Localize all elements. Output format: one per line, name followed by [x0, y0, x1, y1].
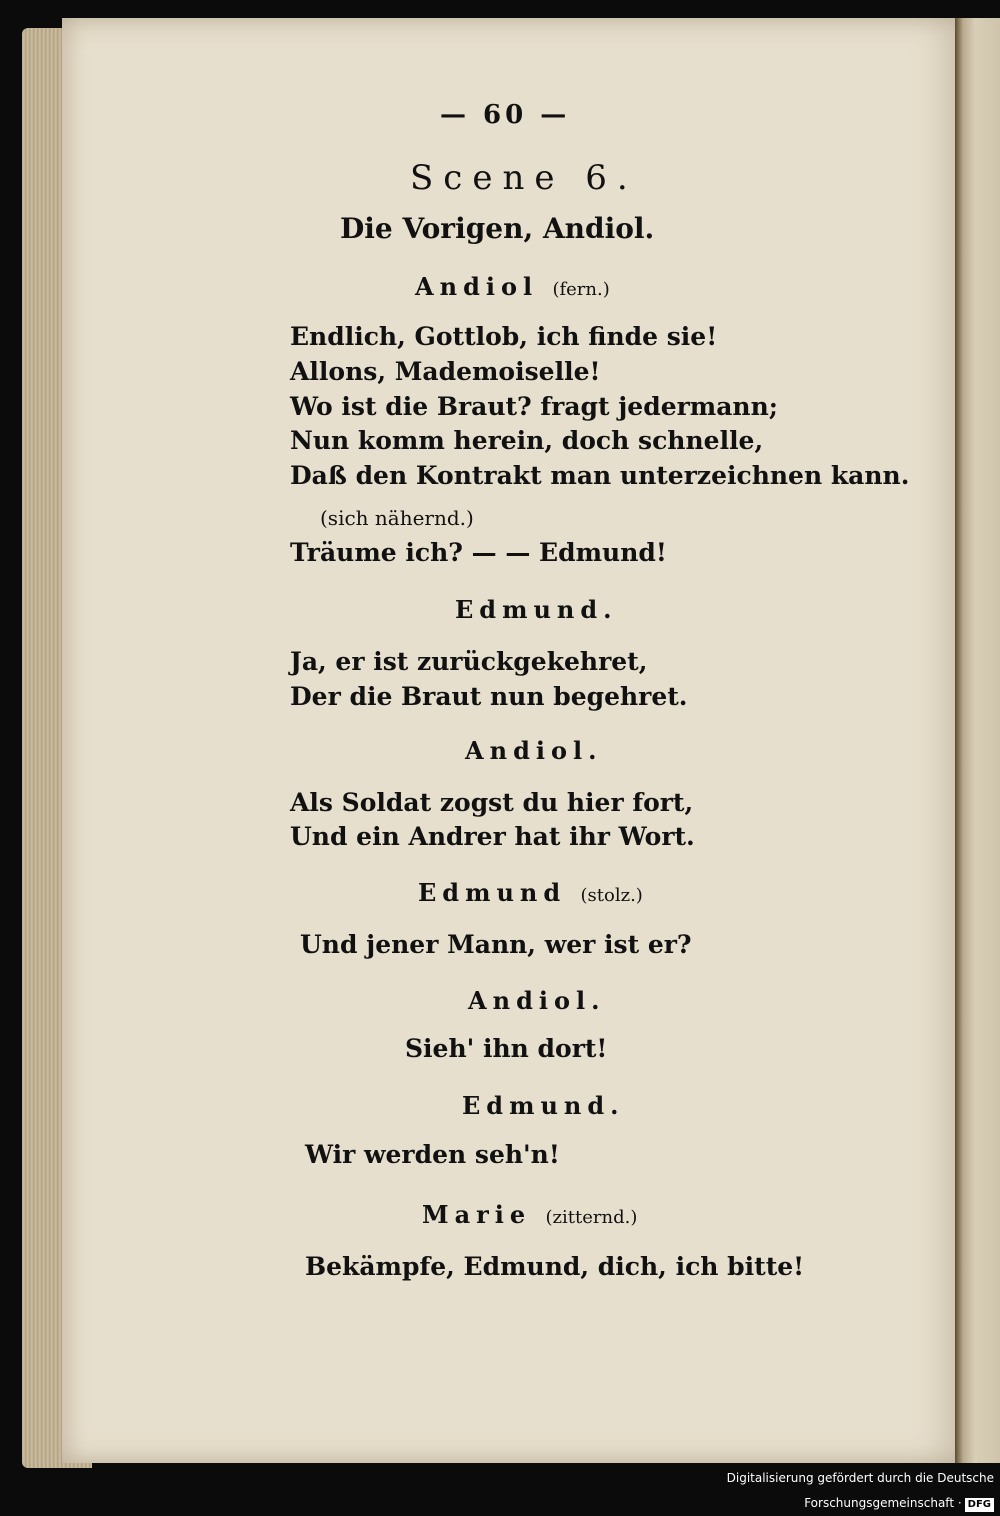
verse-line: Sieh' ihn dort!: [405, 1034, 608, 1063]
verse-line: Wo ist die Braut? fragt jedermann;: [290, 392, 779, 421]
stage-direction: (zitternd.): [545, 1207, 638, 1228]
footer-text: Digitalisierung gefördert durch die Deutsche Forschungsgemeinschaft ·: [726, 1471, 994, 1510]
verse-line: Ja, er ist zurückgekehret,: [290, 647, 648, 676]
stage-direction: (stolz.): [580, 885, 643, 906]
verse-line: Daß den Kontrakt man unterzeichnen kann.: [290, 461, 910, 490]
speaker-andiol-1: Andiol (fern.): [415, 272, 610, 301]
verse-line: Allons, Mademoiselle!: [290, 357, 601, 386]
footer-credit: [600, 1466, 1000, 1510]
verse-line: Nun komm herein, doch schnelle,: [290, 426, 764, 455]
scene-title: Scene 6.: [410, 158, 638, 198]
stage-direction: (fern.): [552, 279, 610, 300]
page-number: — 60 —: [440, 100, 571, 130]
speaker-edmund-3: Edmund.: [462, 1091, 625, 1120]
verse-line: Der die Braut nun begehret.: [290, 682, 688, 711]
verse-line: Als Soldat zogst du hier fort,: [290, 788, 694, 817]
verse-line: Bekämpfe, Edmund, dich, ich bitte!: [305, 1252, 805, 1281]
dfg-logo: DFG: [965, 1498, 994, 1512]
verse-line: Und ein Andrer hat ihr Wort.: [290, 822, 695, 851]
speaker-edmund-1: Edmund.: [455, 595, 618, 624]
speaker-edmund-2: Edmund (stolz.): [418, 878, 643, 907]
speaker-marie: Marie (zitternd.): [422, 1200, 638, 1229]
stage-direction: (sich nähernd.): [320, 506, 474, 530]
book-gutter: [955, 18, 1000, 1463]
verse-line: Endlich, Gottlob, ich finde sie!: [290, 322, 718, 351]
verse-line: Wir werden seh'n!: [305, 1140, 560, 1169]
verse-line: Und jener Mann, wer ist er?: [300, 930, 692, 959]
speaker-andiol-2: Andiol.: [465, 736, 603, 765]
speaker-andiol-3: Andiol.: [468, 986, 606, 1015]
verse-line: Träume ich? — — Edmund!: [290, 538, 667, 567]
cast-line: Die Vorigen, Andiol.: [340, 212, 655, 245]
